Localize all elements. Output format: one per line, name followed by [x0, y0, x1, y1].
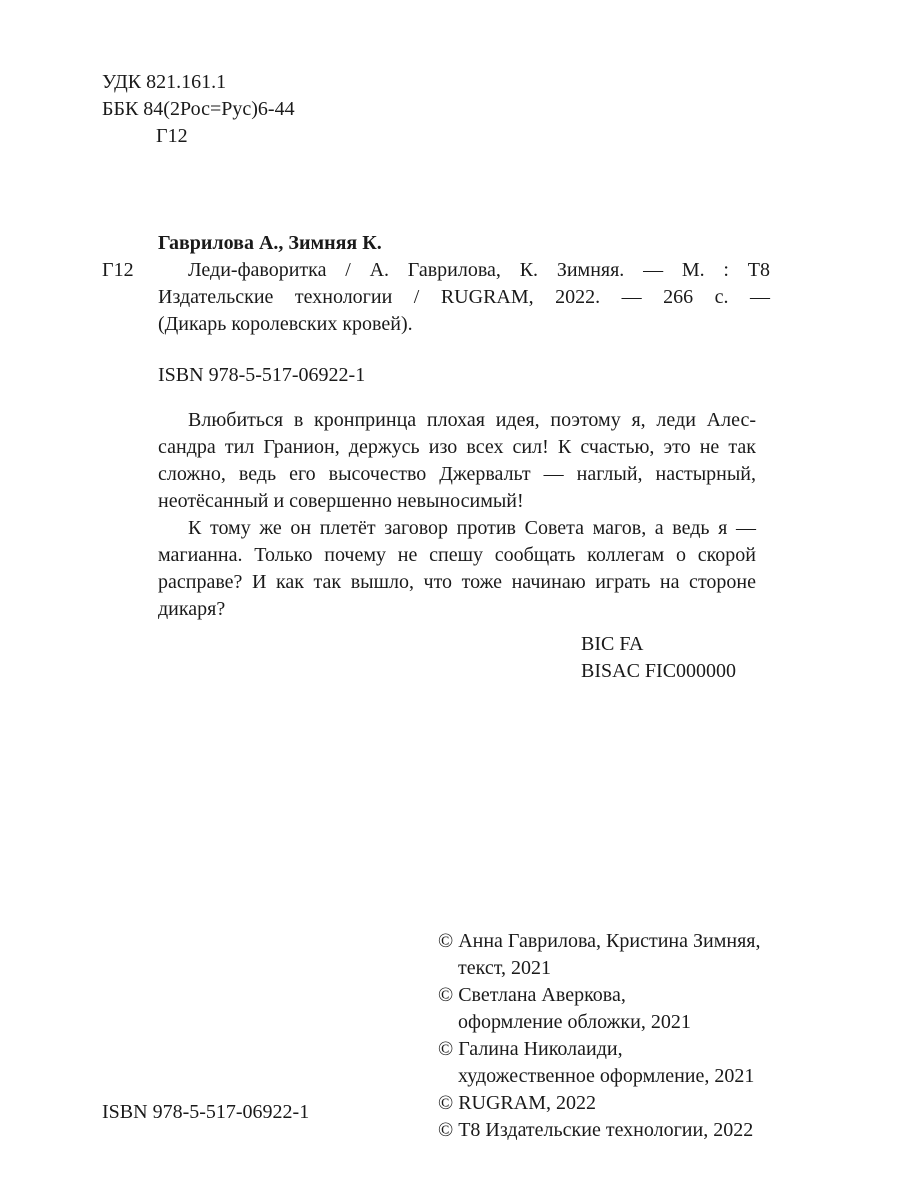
- bib-authors: Гаврилова А., Зимняя К.: [158, 232, 382, 254]
- bib-author-mark: Г12: [102, 259, 134, 281]
- annotation-line: магианна. Только почему не спешу сообщать коллегам о скорой: [158, 544, 756, 566]
- isbn-bottom: ISBN 978-5-517-06922-1: [102, 1101, 310, 1123]
- bibliographic-record: [158, 230, 770, 338]
- bisac-code: BISAC FIC000000: [581, 660, 737, 682]
- bbk-code: ББК 84(2Рос=Рус)6-44: [102, 98, 295, 120]
- annotation-paragraph: [158, 515, 756, 623]
- annotation-paragraph: [158, 407, 756, 515]
- copyright-line: © Галина Николаиди,: [438, 1038, 623, 1060]
- bib-line: Издательские технологии / RUGRAM, 2022. — 266 с. —: [158, 286, 770, 308]
- bib-line: (Дикарь королевских кровей).: [158, 313, 413, 335]
- annotation-line: сандра тил Гранион, держусь изо всех сил! К счастью, это не так: [158, 436, 756, 458]
- copyright-line: оформление обложки, 2021: [458, 1011, 691, 1033]
- copyright-line: текст, 2021: [458, 957, 551, 979]
- bic-code: BIC FA: [581, 633, 644, 655]
- annotation-line: расправе? И как так вышло, что тоже начинаю играть на стороне: [158, 571, 756, 593]
- annotation-line: К тому же он плетёт заговор против Совета магов, а ведь я —: [188, 517, 756, 539]
- annotation-line: дикаря?: [158, 598, 226, 620]
- copyright-line: © Т8 Издательские технологии, 2022: [438, 1119, 754, 1141]
- annotation-line: неотёсанный и совершенно невыносимый!: [158, 490, 524, 512]
- bib-line: Леди-фаворитка / А. Гаврилова, К. Зимняя. — М. : Т8: [188, 259, 770, 281]
- copyright-line: © RUGRAM, 2022: [438, 1092, 596, 1114]
- author-mark: Г12: [156, 125, 188, 147]
- copyright-line: © Анна Гаврилова, Кристина Зимняя,: [438, 930, 761, 952]
- copyright-line: © Светлана Аверкова,: [438, 984, 626, 1006]
- subject-codes: [581, 631, 736, 685]
- copyright-block: [438, 928, 760, 1144]
- annotation-line: Влюбиться в кронпринца плохая идея, поэтому я, леди Алес-: [188, 409, 756, 431]
- annotation-line: сложно, ведь его высочество Джервальт — наглый, настырный,: [158, 463, 756, 485]
- udk-code: УДК 821.161.1: [102, 71, 227, 93]
- copyright-line: художественное оформление, 2021: [458, 1065, 755, 1087]
- classification-block: [102, 69, 295, 150]
- isbn-main: ISBN 978-5-517-06922-1: [158, 364, 366, 386]
- annotation: [158, 407, 756, 623]
